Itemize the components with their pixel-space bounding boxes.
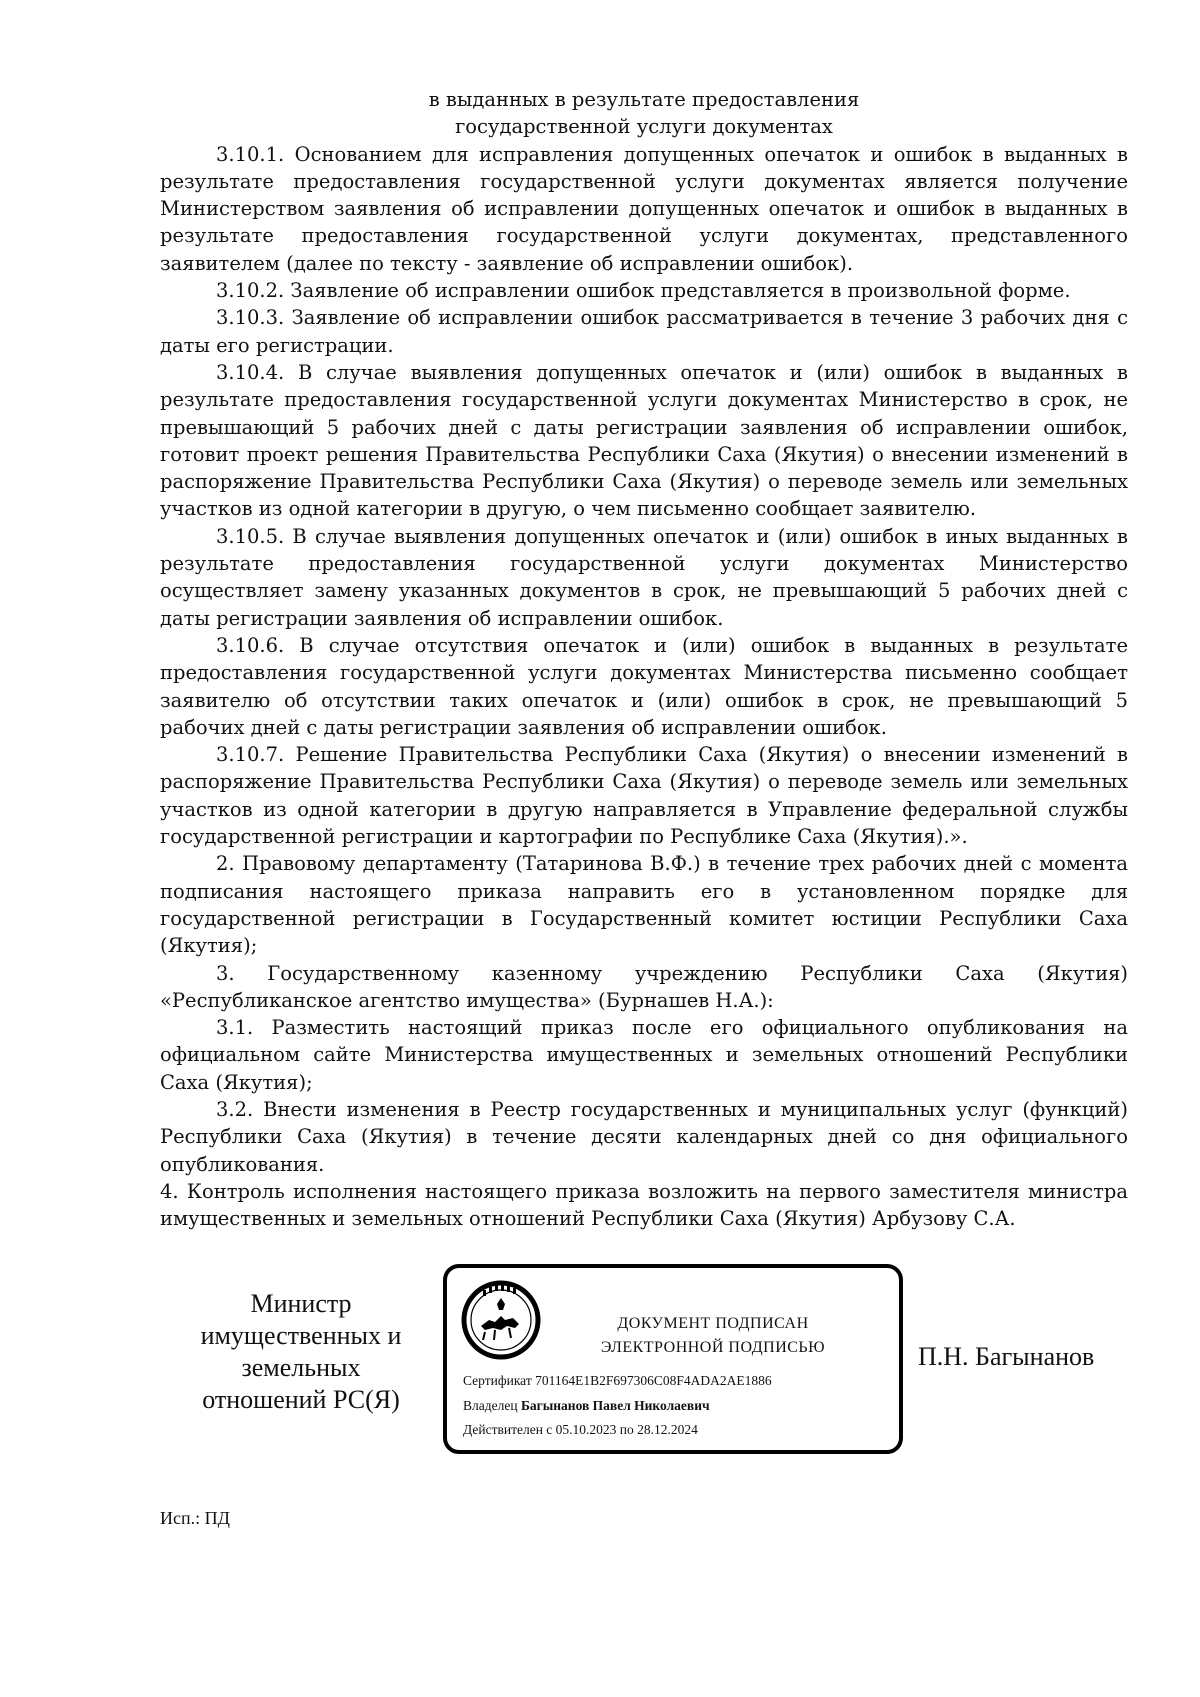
stamp-owner-name: Багынанов Павел Николаевич (520, 1398, 710, 1413)
section-heading (160, 86, 1128, 141)
electronic-signature-stamp (443, 1264, 903, 1454)
executor-note: Исп.: ПД (160, 1508, 230, 1528)
paragraph-3-1: 3.1. Разместить настоящий приказ после его официального опубликования на официальном сайте Министерства имущественных и земельных отношений Республики Саха (Якутия); (160, 1016, 1128, 1094)
paragraph-3-10-4: 3.10.4. В случае выявления допущенных опечаток и (или) ошибок в выданных в результате предоставления государственной услуги документах Министерство в срок, не превышающий 5 рабочих дней с даты регистрации заявления об исправлении ошибок, готовит проект решения Правительства Республики Саха (Якутия) о внесении изменений в распоряжение Правительства Республики Саха (Якутия) о переводе земель или земельных участков из одной категории в другую, о чем письменно сообщает заявителю. (160, 360, 1128, 521)
stamp-owner-label: Владелец (463, 1398, 518, 1413)
paragraph-3-10-7: 3.10.7. Решение Правительства Республики Саха (Якутия) о внесении изменений в распоряжение Правительства Республики Саха (Якутия) о переводе земель или земельных участков из одной категории в другую направляется в Управление федеральной службы государственной регистрации и картографии по Республике Саха (Якутия).». (160, 743, 1128, 849)
stamp-title-line-1: ДОКУМЕНТ ПОДПИСАН (617, 1315, 809, 1332)
signer-name: П.Н. Багынанов (918, 1342, 1095, 1371)
paragraph-4: 4. Контроль исполнения настоящего приказа возложить на первого заместителя министра имущественных и земельных отношений Республики Саха (Якутия) Арбузову С.А. (160, 1179, 1128, 1231)
signer-position-line: имущественных и (200, 1321, 402, 1350)
paragraph-3-2: 3.2. Внести изменения в Реестр государственных и муниципальных услуг (функций) Республики Саха (Якутия) в течение десяти календарных дней со дня официального опубликования. (160, 1097, 1128, 1176)
stamp-title (553, 1312, 873, 1360)
stamp-validity: Действителен с 05.10.2023 по 28.12.2024 (463, 1422, 698, 1437)
stamp-title-line-2: ЭЛЕКТРОННОЙ ПОДПИСЬЮ (600, 1339, 826, 1356)
paragraph-3-10-1: 3.10.1. Основанием для исправления допущенных опечаток и ошибок в выданных в результате предоставления государственной услуги документах является получение Министерством заявления об исправлении допущенных опечаток и ошибок в выданных в результате предоставления государственной услуги документах, представленного заявителем (далее по тексту - заявление об исправлении ошибок). (160, 142, 1128, 275)
document-body (160, 86, 1128, 1232)
signer-position-line: отношений РС(Я) (202, 1385, 400, 1414)
stamp-certificate: Сертификат 701164E1B2F697306C08F4ADA2AE1886 (463, 1373, 772, 1388)
stamp-owner (463, 1398, 710, 1414)
paragraph-3: 3. Государственному казенному учреждению Республики Саха (Якутия) «Республиканское агентство имущества» (Бурнашев Н.А.): (160, 961, 1128, 1012)
paragraph-3-10-6: 3.10.6. В случае отсутствия опечаток и (или) ошибок в выданных в результате предоставления государственной услуги документах Министерства письменно сообщает заявителю об отсутствии таких опечаток и (или) ошибок в срок, не превышающий 5 рабочих дней с даты регистрации заявления об исправлении ошибок. (160, 633, 1128, 739)
section-heading-line-1: в выданных в результате предоставления (428, 88, 860, 111)
signer-position (166, 1288, 436, 1416)
paragraph-3-10-3: 3.10.3. Заявление об исправлении ошибок рассматривается в течение 3 рабочих дня с даты его регистрации. (160, 306, 1128, 357)
section-heading-line-2: государственной услуги документах (455, 115, 833, 139)
paragraph-3-10-2: 3.10.2. Заявление об исправлении ошибок представляется в произвольной форме. (216, 279, 1071, 303)
signer-position-line: Министр (250, 1289, 352, 1318)
signer-position-line: земельных (241, 1353, 361, 1382)
paragraph-3-10-5: 3.10.5. В случае выявления допущенных опечаток и (или) ошибок в иных выданных в результате предоставления государственной услуги документах Министерство осуществляет замену указанных документов в срок, не превышающий 5 рабочих дней с даты регистрации заявления об исправлении ошибок. (160, 524, 1128, 630)
coat-of-arms-icon (461, 1280, 541, 1360)
paragraph-2: 2. Правовому департаменту (Татаринова В.Ф.) в течение трех рабочих дней с момента подписания настоящего приказа направить его в установленном порядке для государственной регистрации в Государственный комитет юстиции Республики Саха (Якутия); (160, 852, 1128, 958)
